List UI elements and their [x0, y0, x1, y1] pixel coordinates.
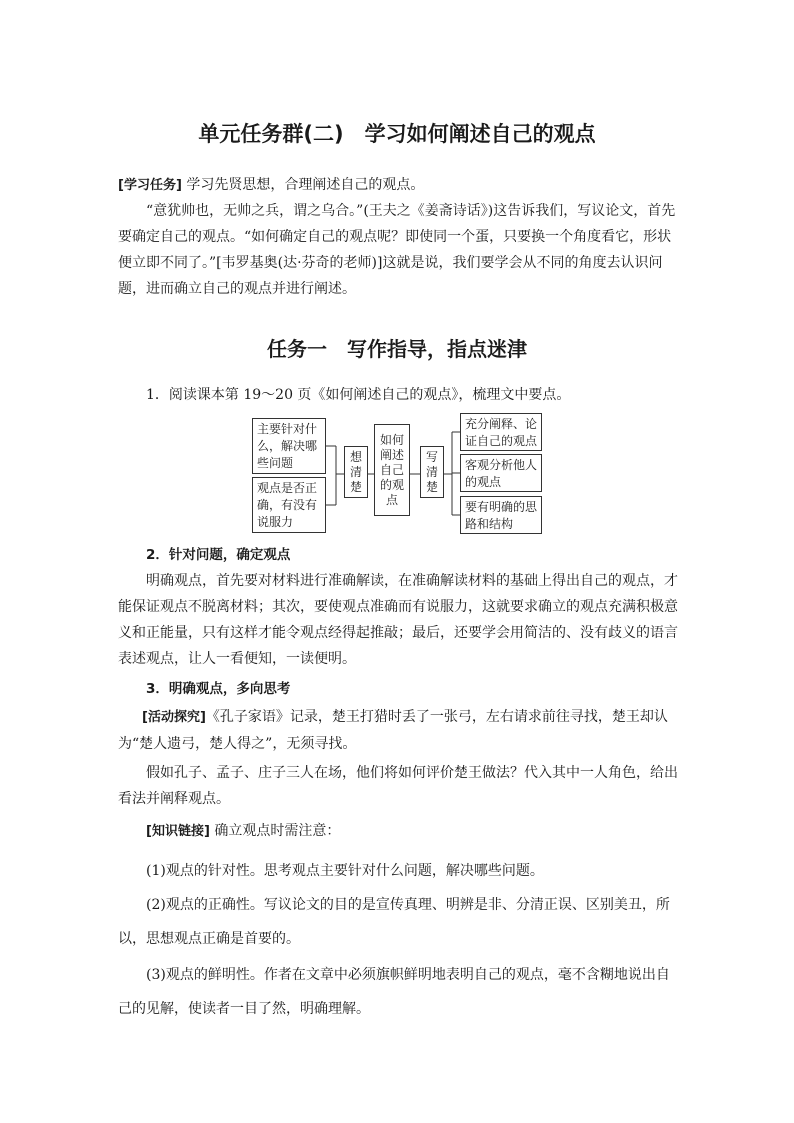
item-2-paragraph: 明确观点，首先要对材料进行准确解读，在准确解读材料的基础上得出自己的观点，才能保证观点不脱离材料；其次，要使观点准确而有说服力，这就要求确立的观点充满积极意义和正能量，只有这样才能令观点经得起推敲；最后，还要学会用简洁的、没有歧义的语言表述观点，让人一看便知，一读便明。	[118, 573, 678, 667]
item-2-text: 2．针对问题，确定观点	[146, 547, 291, 563]
activity-tag: [活动探究]	[142, 710, 206, 725]
item-2	[146, 542, 686, 568]
diagram-right-2: 客观分析他人的观点	[460, 454, 542, 492]
diagram-left-top: 主要针对什么，解决哪些问题	[252, 418, 326, 474]
item-1: 1．阅读课本第 19～20 页《如何阐述自己的观点》，梳理文中要点。	[146, 387, 571, 403]
knowledge-link	[146, 818, 686, 845]
intro-paragraph: “意犹帅也，无帅之兵，谓之乌合。”(王夫之《姜斋诗话》)这告诉我们，写议论文，首先要确定自己的观点。“如何确定自己的观点呢？即使同一个蛋，只要换一个角度看它，形状便立即不同了。”[韦罗基奥(达·芬奇的老师)]这就是说，我们要学会从不同的角度去认识问题，进而确立自己的观点并进行阐述。	[118, 203, 676, 297]
diagram-left-bottom: 观点是否正确，有没有说服力	[252, 477, 326, 533]
diagram-think-clear	[344, 446, 368, 498]
task-text: 学习先贤思想，合理阐述自己的观点。	[181, 177, 425, 193]
task-tag: [学习任务]	[118, 178, 182, 193]
diagram-center-label: 如何阐述自己的观点	[379, 432, 404, 507]
activity-question: 假如孔子、孟子、庄子三人在场，他们将如何评价楚王做法？代入其中一人角色，给出看法并阐释观点。	[118, 765, 678, 807]
knowledge-point-3: (3)观点的鲜明性。作者在文章中必须旗帜鲜明地表明自己的观点，毫不含糊地说出自己的见解，使读者一目了然，明确理解。	[118, 967, 670, 1017]
activity-paragraph	[118, 704, 682, 757]
knowledge-point-2: (2)观点的正确性。写议论文的目的是宣传真理、明辨是非、分清正误、区别美丑，所以，思想观点正确是首要的。	[118, 897, 670, 947]
knowledge-point-1: (1)观点的针对性。思考观点主要针对什么问题，解决哪些问题。	[146, 863, 544, 879]
diagram-think-clear-label: 想清楚	[349, 449, 362, 494]
page-title: 单元任务群(二) 学习如何阐述自己的观点	[198, 122, 596, 146]
section-title: 任务一 写作指导，指点迷津	[267, 337, 527, 361]
diagram-center	[374, 424, 410, 516]
task-intro	[118, 172, 682, 199]
diagram-write-clear-label: 写清楚	[425, 449, 438, 494]
item-3-text: 3．明确观点，多向思考	[146, 681, 291, 697]
diagram-right-1: 充分阐释、论证自己的观点	[460, 413, 542, 451]
diagram-write-clear	[420, 446, 444, 498]
item-3	[146, 676, 686, 702]
knowledge-text: 确立观点时需注意：	[209, 823, 341, 839]
diagram-right-3: 要有明确的思路和结构	[460, 496, 542, 534]
activity-text: 《孔子家语》记录，楚王打猎时丢了一张弓，左右请求前往寻找，楚王却认为“楚人遗弓，楚人得之”，无须寻找。	[118, 709, 668, 752]
knowledge-tag: [知识链接]	[146, 824, 210, 839]
